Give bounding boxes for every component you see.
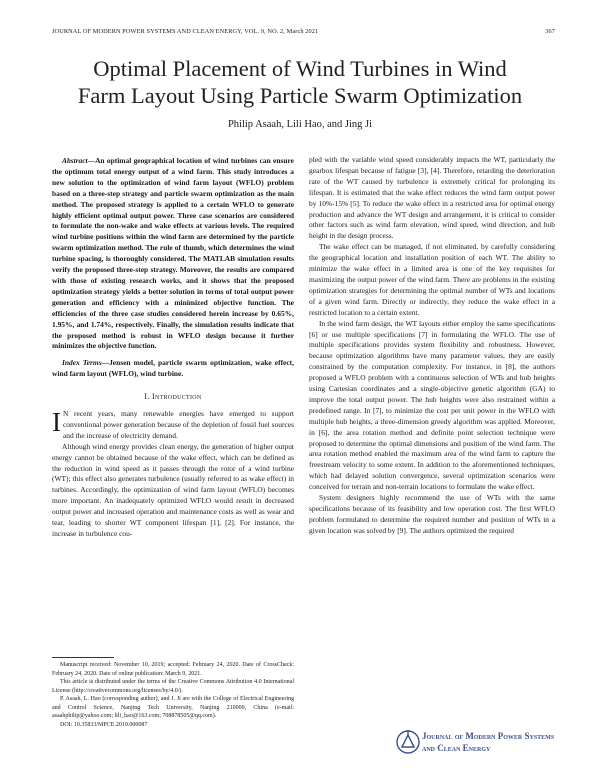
footnote-manuscript: Manuscript received: November 10, 2019; accepted: February 24, 2020. Date of CrossCheck: February 24, 2020. Date of online publication: March 9, 2021. (52, 662, 294, 677)
title-line-2: Farm Layout Using Particle Swarm Optimization (77, 83, 523, 108)
section-numeral: I. (144, 392, 150, 402)
footnote-license: This article is distributed under the terms of the Creative Commons Attribution 4.0 International License (http://creativecommons.org/licenses/by/4.0/). (52, 679, 294, 694)
logo-line-1: Journal of Modern Power Systems (422, 731, 555, 741)
right-paragraph-3: In the wind farm design, the WT layouts either employ the same specifications [6] or use multiple specifications [7] in formulating the WFLO. The use of multiple specifications provides system flexibility and robustness. However, because optimization algorithms have many parameter values, they are easily constrained by the computation complexity. For instance, in [8], the authors proposed a WFLO problem with a continuous selection of WTs and hub heights using Cartesian coordinates and a single-objective genetic algorithm (GA) to improve the total output power. The hub heights were also restrained within a predefined range. In [7], to minimize the cost per unit power in the WFLO with multiple hub heights, a three-dimension greedy algorithm was applied. Moreover, in [6], the area rotation method and definite point selection technique were proposed to determine the optimal dimensions and position of the wind farm. The area rotation method enabled the maximum area of the wind farm to capture the freestream velocity to some extent. In addition to the aforementioned techniques, which had delayed solution convergence, several optimization scenarios were conceived for terrain and non-terrain locations to formulate the wake effect. (309, 318, 555, 492)
title-line-1: Optimal Placement of Wind Turbines in Wind (93, 56, 507, 81)
right-paragraph-2: The wake effect can be managed, if not eliminated, by carefully considering the geographical location and installation position of each WT. The ability to minimize the wake effect in a limited area is one of the key requisites for maximizing the output power of the wind farm. There are problems in the existing optimization strategies for determining the optimal number of WTs and locations of a given wind farm. Directly or indirectly, they reduce the wake effect in a restricted location to a certain extent. (309, 242, 555, 317)
right-column (309, 155, 555, 537)
index-terms-text: —Jensen model, particle swarm optimization, wake effect, wind farm layout (WFLO), wind turbine. (52, 358, 294, 379)
logo-line-2: and Clean Energy (422, 743, 491, 753)
footnote-doi: DOI: 10.35833/MPCE.2019.000087 (60, 721, 148, 728)
abstract-label: Abstract (62, 156, 88, 165)
paper-title (40, 55, 560, 109)
index-terms (52, 358, 294, 380)
intro-paragraph-1-text: N recent years, many renewable energies have emerged to support conventional power generation because of the depletion of fossil fuel sources and the increase of electricity demand. (63, 409, 294, 440)
author-list: Philip Asaah, Lili Hao, and Jing Ji (227, 119, 373, 130)
footnotes (52, 661, 294, 729)
intro-paragraph-2: Although wind energy provides clean energy, the generation of higher output energy cannot be obtained because of the wake effect, which can be defined as the reduction in wind speed as it passes through the rotor of a wind turbine (WT); this effect also generates turbulence (usually referred to as wake effect) in turbines. Accordingly, the optimization of wind farm layout (WFLO) becomes more important. An inadequately optimized WFLO would result in decreased output power and increased operation and maintenance costs as well as wear and tear, leading to shorter WT component lifespan [1], [2]. For instance, the increase in turbulence cou- (52, 441, 294, 538)
running-header (52, 28, 555, 35)
footnote-rule (52, 657, 114, 658)
footnote-affiliation: P. Asaah, L. Hao (corresponding author), and J. Ji are with the College of Electrical Engineering and Control Science, Nanjing Tech University, Nanjing 210000, China (e-mail: asaahphilip@yahoo.com; lili_hao@163.com; 708878505@qq.com). (52, 696, 294, 719)
intro-paragraph-1 (52, 409, 294, 442)
index-terms-label: Index Terms (62, 358, 102, 368)
drop-cap: I (52, 407, 61, 438)
abstract (52, 156, 294, 352)
abstract-text: —An optimal geographical location of wind turbines can ensure the optimum total energy output of a wind farm. This study introduces a new solution to the optimization of wind farm layout (WFLO) problem based on a three-step strategy and particle swarm optimization as the main method. The proposed strategy is applied to a certain WFLO to generate highly efficient optimal output power. Three case scenarios are considered to formulate the non-wake and wake effects at various levels. The required wind turbine positions within the wind farm are determined by the particle swarm optimization method. The rule of thumb, which determines the wind turbine spacing, is thoroughly considered. The MATLAB simulation results verify the proposed three-step strategy. Moreover, the results are compared with those of existing research works, and it shows that the proposed optimization strategy yields a better solution in terms of total output power generation and efficiency with a minimized objective function. The efficiencies of the three case studies considered herein increase by 0.65%, 1.95%, and 1.74%, respectively. Finally, the simulation results indicate that the proposed method is robust in WFLO design because it further minimizes the objective function. (52, 156, 294, 351)
section-heading-introduction (52, 392, 294, 403)
right-paragraph-continued: pled with the variable wind speed considerably impacts the WT, particularly the gearbox lifespan because of fatigue [3], [4]. Therefore, retarding the deterioration rate of the WT caused by turbulence is extremely critical for prolonging its lifespan. It is estimated that the wake effect reduces the wind farm output power by 10%-15% [5]. To reduce the wake effect in a restricted area for optimal energy production and advance the WT design and arrangement, it is critical to consider other factors such as wind farm elevation, wind speed, wind direction, and hub height in the design process. (309, 155, 555, 241)
right-paragraph-4: System designers highly recommend the use of WTs with the same specifications because of its feasibility and low operation cost. The first WFLO problem formulated to determine the required number and position of WTs in a given location was solved by [9]. The authors optimized the required (309, 493, 555, 535)
page-number: 367 (545, 28, 555, 35)
journal-citation: JOURNAL OF MODERN POWER SYSTEMS AND CLEAN ENERGY, VOL. 9, NO. 2, March 2021 (52, 28, 319, 35)
section-title: Introduction (151, 392, 202, 402)
left-column (52, 156, 294, 540)
